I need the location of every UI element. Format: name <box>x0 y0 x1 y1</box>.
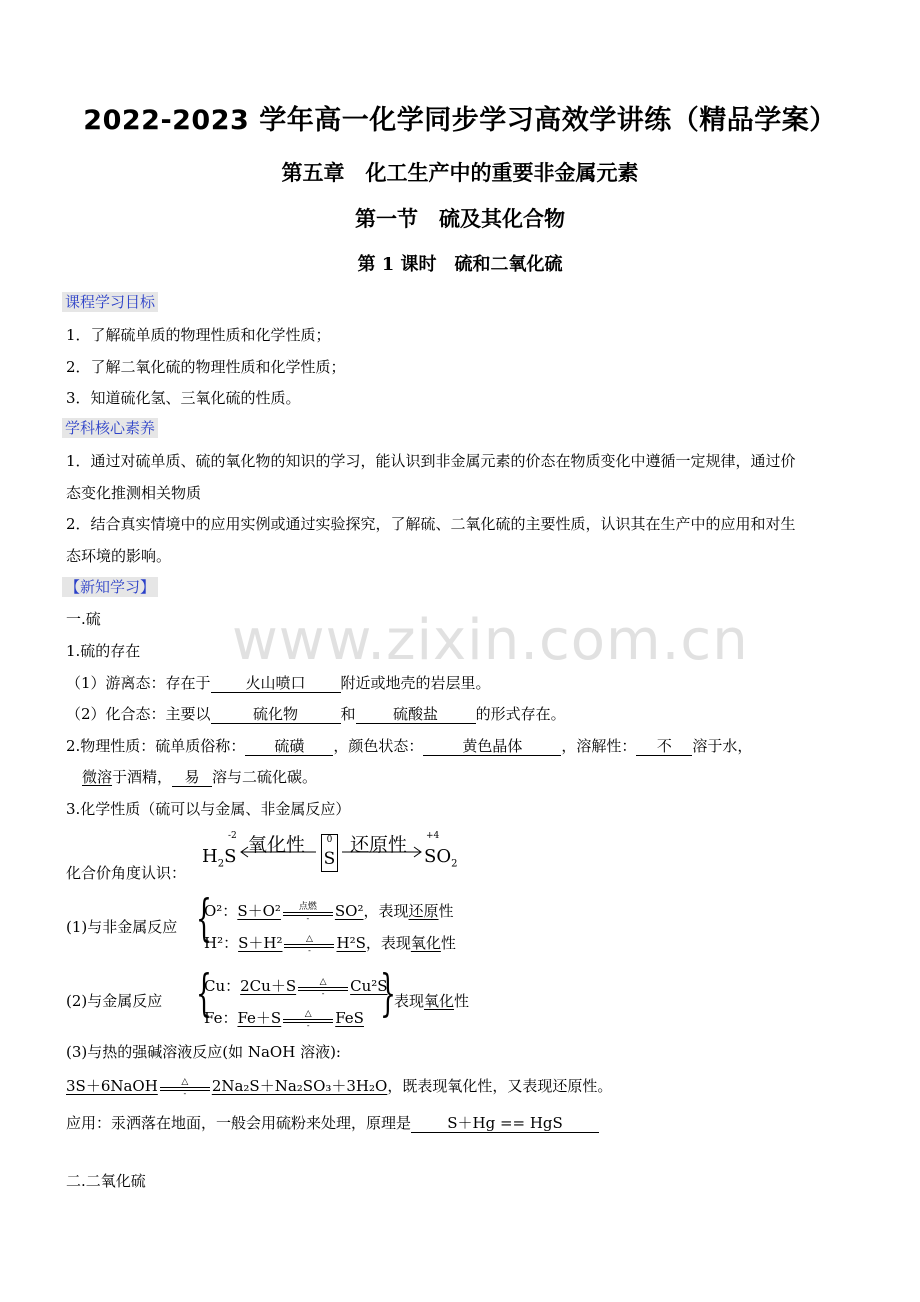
combined-state-line: （2）化合态：主要以 硫化物 和 硫酸盐 的形式存在。 <box>66 705 566 723</box>
sulfur-plus4-charge: +4 <box>426 831 440 841</box>
literacy-line: 1．通过对硫单质、硫的氧化物的知识的学习，能认识到非金属元素的价态在物质变化中遵循一定规律，通过价 <box>66 452 796 470</box>
goal-item: 3．知道硫化氢、三氧化硫的性质。 <box>66 389 301 407</box>
section-title: 第一节 硫及其化合物 <box>355 207 565 231</box>
metal-reaction-label: (2)与金属反应 <box>66 992 163 1010</box>
application-blank: S＋Hg == HgS <box>411 1114 599 1133</box>
reaction-s-o2: O²：S＋O² 点燃 - SO²，表现还原性 <box>204 902 454 923</box>
reaction-cu-s: Cu：2Cu＋S △ - Cu²S <box>204 977 388 998</box>
reaction-fe-s: Fe：Fe＋S △ - FeS <box>204 1009 364 1030</box>
document-title: 2022-2023 学年高一化学同步学习高效学讲练（精品学案） <box>83 105 837 136</box>
valence-label: 化合价角度认识： <box>66 864 187 882</box>
right-brace: } <box>379 964 396 1022</box>
alkali-reaction-title: (3)与热的强碱溶液反应(如 NaOH 溶液): <box>66 1043 341 1061</box>
free-state-blank: 火山喷口 <box>211 674 341 693</box>
oxidizing-label: 氧化性 <box>248 834 306 856</box>
metal-reaction-tail: 表现氧化性 <box>394 992 470 1010</box>
valence-diagram <box>200 828 470 874</box>
solubility-cs2-blank: 易 <box>172 768 212 787</box>
solubility-alcohol-blank: 微溶 <box>82 768 113 786</box>
chapter-title: 第五章 化工生产中的重要非金属元素 <box>281 161 639 185</box>
goals-heading: 课程学习目标 <box>62 291 158 312</box>
part-one-heading: 一.硫 <box>66 610 101 628</box>
goal-item: 1．了解硫单质的物理性质和化学性质； <box>66 326 331 344</box>
alkali-reaction-equation: 3S＋6NaOH △ - 2Na₂S＋Na₂SO₃＋3H₂O，既表现氧化性，又表现还原性。 <box>66 1077 613 1098</box>
physical-properties-line: 2.物理性质：硫单质俗称： 硫磺 ，颜色状态： 黄色晶体 ，溶解性： 不 溶于水， <box>66 737 753 755</box>
so2-formula: $SO_2$ <box>424 846 458 870</box>
nonmetal-reaction-label: (1)与非金属反应 <box>66 918 178 936</box>
sulfur-minus2-charge: -2 <box>228 831 237 841</box>
combined-blank-2: 硫酸盐 <box>356 705 476 724</box>
left-brace: { <box>195 964 212 1022</box>
color-state-blank: 黄色晶体 <box>423 737 561 756</box>
solubility-water-blank: 不 <box>636 737 692 756</box>
lesson-title: 第 1 课时 硫和二氧化硫 <box>357 254 563 275</box>
common-name-blank: 硫磺 <box>245 737 333 756</box>
chemical-properties-title: 3.化学性质（硫可以与金属、非金属反应） <box>66 800 351 818</box>
reaction-s-h2: H²：S＋H² △ - H²S，表现氧化性 <box>204 934 456 955</box>
new-study-heading: 【新知学习】 <box>62 576 158 597</box>
watermark: www.zixin.com.cn <box>232 608 749 673</box>
existence-title: 1.硫的存在 <box>66 642 141 660</box>
reducing-label: 还原性 <box>350 834 408 856</box>
left-brace: { <box>195 889 212 947</box>
application-line: 应用：汞洒落在地面，一般会用硫粉来处理，原理是 S＋Hg == HgS <box>66 1112 599 1133</box>
literacy-line: 态环境的影响。 <box>66 547 172 565</box>
goal-item: 2．了解二氧化硫的物理性质和化学性质； <box>66 358 346 376</box>
literacy-heading: 学科核心素养 <box>62 417 158 438</box>
sulfur-center-box: 0 S <box>321 834 338 872</box>
part-two-heading: 二.二氧化硫 <box>66 1172 146 1190</box>
free-state-line: （1）游离态：存在于 火山喷口 附近或地壳的岩层里。 <box>66 674 491 692</box>
combined-blank-1: 硫化物 <box>211 705 341 724</box>
h2s-formula: $H_2S$ <box>202 846 237 870</box>
literacy-line: 态变化推测相关物质 <box>66 484 202 502</box>
physical-properties-line-2: 微溶于酒精， 易 溶与二硫化碳。 <box>82 768 318 786</box>
literacy-line: 2．结合真实情境中的应用实例或通过实验探究，了解硫、二氧化硫的主要性质，认识其在生产中的应用和对生 <box>66 515 796 533</box>
